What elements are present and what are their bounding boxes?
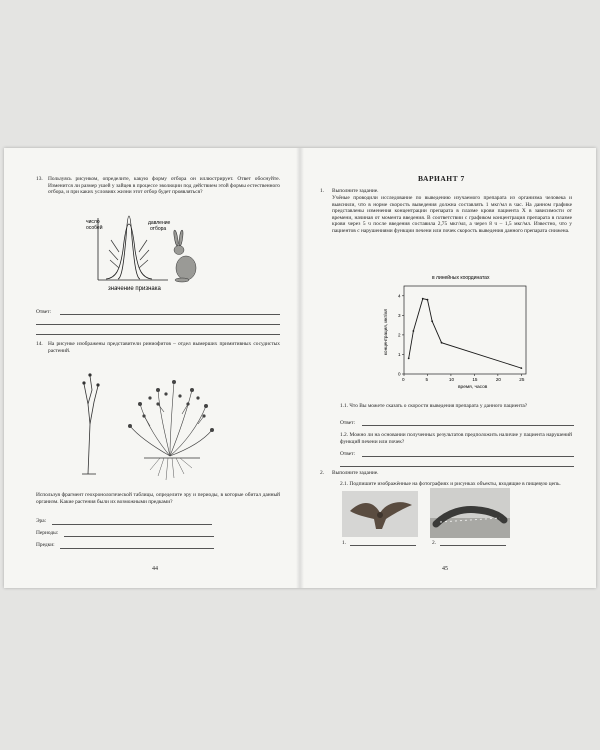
ancestors-answer-line[interactable] xyxy=(60,548,214,549)
chart-title: в линейных координатах xyxy=(432,275,490,281)
task2-heading: Выполните задание. xyxy=(332,470,379,476)
answer-1-2-label: Ответ: xyxy=(340,451,356,457)
periods-answer-line[interactable] xyxy=(64,536,214,537)
q13-answer-line-3[interactable] xyxy=(36,334,280,335)
q13-answer-line-1[interactable] xyxy=(60,314,280,315)
figure-pressure-1: давление xyxy=(148,220,171,226)
task1-heading: Выполните задание. xyxy=(332,188,379,194)
answer-1-1-line[interactable] xyxy=(362,425,574,426)
task1-number: 1. xyxy=(320,188,325,194)
food-chain-label-1: 1. xyxy=(342,540,347,546)
chart-ylabel: концентрация, мкг/мл xyxy=(383,308,388,355)
rhyniophyte-figure xyxy=(60,364,240,488)
ancestors-label: Предки: xyxy=(36,542,55,548)
chart-data-point xyxy=(427,299,429,301)
chart-y-tick-label: 3 xyxy=(398,312,401,318)
caterpillar-photo xyxy=(430,488,510,538)
era-answer-line[interactable] xyxy=(52,524,212,525)
chart-marks xyxy=(398,286,526,382)
right-page-number: 45 xyxy=(442,566,448,572)
right-page xyxy=(300,148,596,588)
chart-y-tick-label: 4 xyxy=(398,293,401,299)
food-chain-label-2: 2. xyxy=(432,540,437,546)
hawk-photo xyxy=(342,491,418,537)
chart-series-line xyxy=(409,299,522,368)
figure-ylabel-1: число xyxy=(86,219,100,225)
wide-distribution-curve xyxy=(106,224,152,279)
figure-ylabel-2: особей xyxy=(86,225,103,231)
figure-xlabel: значение признака xyxy=(108,286,161,292)
book-spread xyxy=(4,148,596,588)
q13-number: 13. xyxy=(36,176,43,182)
narrow-distribution-curve xyxy=(118,216,140,279)
chart-y-tick-label: 0 xyxy=(398,371,401,377)
chart-data-point xyxy=(520,367,522,369)
chart-xlabel: время, часов xyxy=(458,385,488,390)
hare-illustration xyxy=(173,230,196,282)
q14-number: 14. xyxy=(36,341,43,347)
food-chain-answer-line-2[interactable] xyxy=(440,545,506,546)
task1-question-1-1: 1.1. Что Вы можете сказать о скорости выведения препарата у данного пациента? xyxy=(340,403,528,409)
left-page xyxy=(4,148,300,588)
food-chain-answer-line-1[interactable] xyxy=(350,545,416,546)
chart-x-tick-label: 0 xyxy=(402,377,405,382)
chart-data-point xyxy=(431,320,433,322)
task2-number: 2. xyxy=(320,470,325,476)
variant-title: ВАРИАНТ 7 xyxy=(418,174,465,183)
answer-1-2-line-1[interactable] xyxy=(362,456,574,457)
chart-x-tick-label: 20 xyxy=(495,377,501,382)
answer-1-2-line-2[interactable] xyxy=(340,466,574,467)
task2-question-2-1: 2.1. Подпишите изображённые на фотографиях и рисунках объекты, входящие в пищевую цепь. xyxy=(340,481,561,487)
chart-x-tick-label: 15 xyxy=(472,377,478,382)
figure-pressure-2: отбора xyxy=(150,226,167,232)
left-page-number: 44 xyxy=(152,566,158,572)
selection-figure xyxy=(86,210,206,300)
q13-text: Пользуясь рисунком, определите, какую форму отбора он иллюстрирует. Ответ обоснуйте. Изменится ли размер ушей у зайцев в процессе эволюции под действием этой формы естественного отбора, и при каких условиях жизни этот отбор будет проявляться? xyxy=(48,176,280,196)
chart-y-tick-label: 1 xyxy=(398,352,401,358)
concentration-chart xyxy=(378,270,538,392)
chart-data-point xyxy=(412,330,414,332)
chart-data-point xyxy=(408,357,410,359)
q14-text: На рисунке изображены представители риниофитов – отдел вымерших примитивных сосудистых растений. xyxy=(48,341,280,354)
rhizome-roots xyxy=(150,458,192,480)
q13-answer-label: Ответ: xyxy=(36,309,52,315)
chart-x-tick-label: 10 xyxy=(448,377,455,382)
chart-y-tick-label: 2 xyxy=(398,332,401,338)
answer-1-1-label: Ответ: xyxy=(340,420,356,426)
task1-question-1-2: 1.2. Можно ли на основании полученных результатов предположить наличие у пациента нарушений функций печени или почек? xyxy=(340,432,572,445)
chart-x-tick-label: 5 xyxy=(425,377,429,382)
era-label: Эра: xyxy=(36,518,47,524)
q13-answer-line-2[interactable] xyxy=(36,324,280,325)
rhyniophyte-bush xyxy=(130,382,212,456)
selection-pressure-arrows xyxy=(109,240,149,268)
rhyniophyte-single-plant xyxy=(82,374,99,474)
q14-text2: Используя фрагмент геохронологической таблицы, определите эру и периоды, в которые обитал данный организм. Какие растения были их возможными предками? xyxy=(36,492,280,505)
chart-data-point xyxy=(422,298,424,300)
task1-text: Учёные проводили исследование по выведению изучаемого препарата из организма человека и выяснили, что в норме скорость выведения должна составлять 1 мкг/мл в час. На данном графике представлены изменения концентрации препарата в плазме крови пациента X в зависимости от времени, начиная от момента введения. В соответствии с графиком концентрация препарата в плазме крови через 5 ч после введения составила 2,75 мкг/мл, а через 8 ч – 1,5 мкг/мл. Известно, что у пациентов с нарушениями функции печени или почек скорость выведения данного препарата снижена. xyxy=(332,195,572,234)
chart-data-point xyxy=(441,342,443,344)
periods-label: Периоды: xyxy=(36,530,59,536)
chart-x-tick-label: 25 xyxy=(519,377,525,382)
